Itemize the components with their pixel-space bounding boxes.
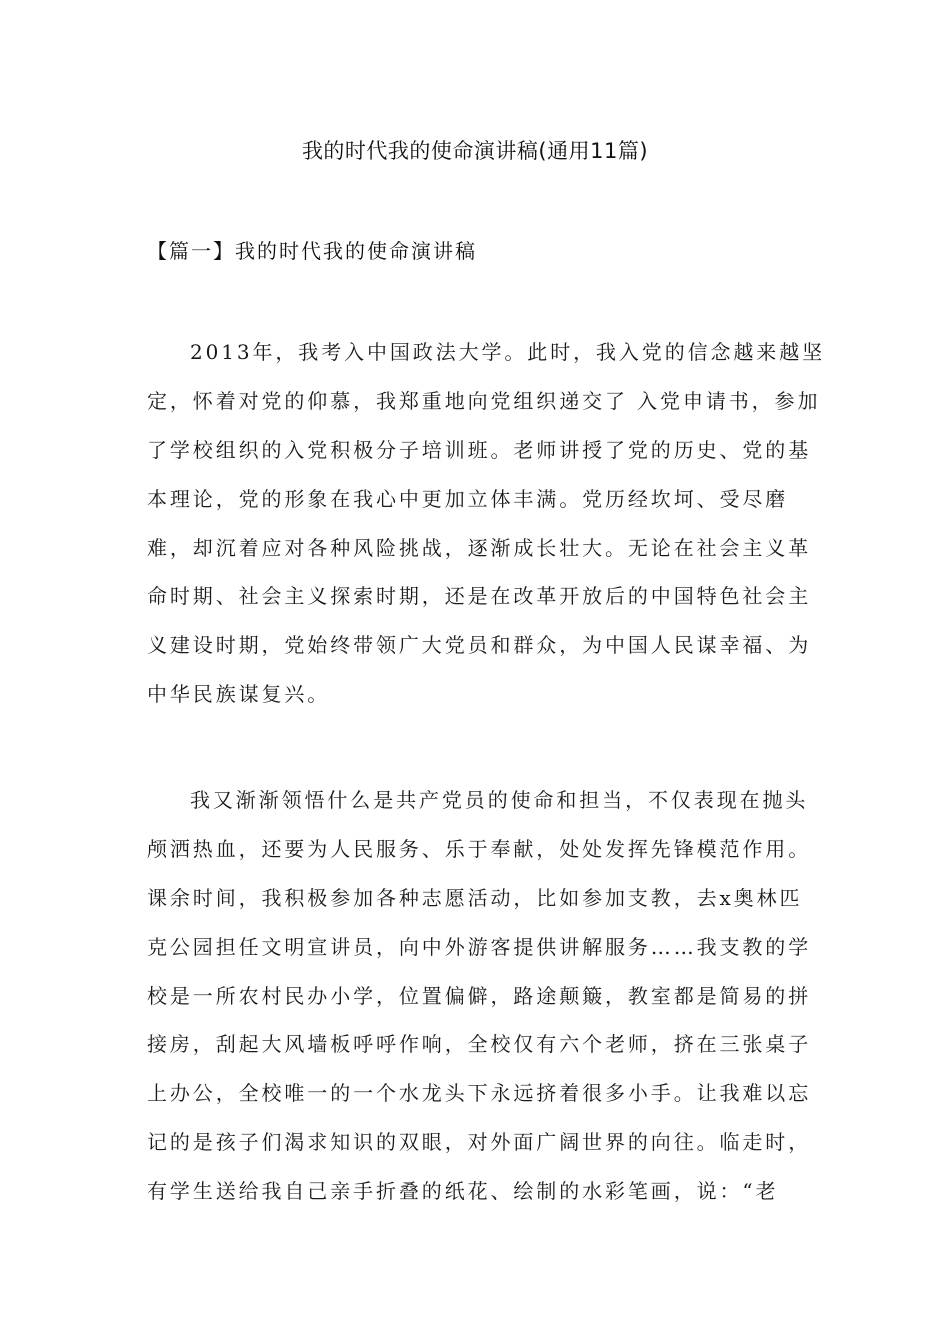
- section-heading: 【篇一】我的时代我的使命演讲稿: [147, 239, 477, 263]
- paragraph-1: [147, 337, 825, 728]
- paragraph-line: 记的是孩子们渴求知识的双眼，对外面广阔世界的向往。临走时，: [147, 1130, 812, 1155]
- paragraph-line: 克公园担任文明宣讲员，向中外游客提供讲解服务……我支教的学: [147, 934, 812, 959]
- paragraph-line: 2013年，我考入中国政法大学。此时，我入党的信念越来越坚: [190, 340, 825, 364]
- document-title: 我的时代我的使命演讲稿(通用11篇): [301, 139, 649, 163]
- paragraph-line: 颅洒热血，还要为人民服务、乐于奉献，处处发挥先锋模范作用。: [147, 836, 812, 861]
- paragraph-line: 有学生送给我自己亲手折叠的纸花、绘制的水彩笔画，说：“老: [147, 1179, 779, 1204]
- paragraph-line: 难，却沉着应对各种风险挑战，逐渐成长壮大。无论在社会主义革: [147, 535, 812, 560]
- paragraph-line: 上办公，全校唯一的一个水龙头下永远挤着很多小手。让我难以忘: [147, 1081, 812, 1106]
- paragraph-line: 了学校组织的入党积极分子培训班。老师讲授了党的历史、党的基: [147, 437, 812, 462]
- paragraph-line: 课余时间，我积极参加各种志愿活动，比如参加支教，去x奥林匹: [147, 885, 803, 910]
- paragraph-line: 本理论，党的形象在我心中更加立体丰满。党历经坎坷、受尽磨: [147, 486, 789, 511]
- paragraph-line: 接房，刮起大风墙板呼呼作响，全校仅有六个老师，挤在三张桌子: [147, 1032, 812, 1057]
- paragraph-line: 义建设时期，党始终带领广大党员和群众，为中国人民谋幸福、为: [147, 633, 812, 658]
- paragraph-line: 校是一所农村民办小学，位置偏僻，路途颠簸，教室都是简易的拼: [147, 983, 812, 1008]
- paragraph-line: 定，怀着对党的仰慕，我郑重地向党组织递交了 入党申请书，参加: [147, 388, 821, 413]
- paragraph-2: [147, 785, 812, 1225]
- paragraph-line: 命时期、社会主义探索时期，还是在改革开放后的中国特色社会主: [147, 584, 812, 609]
- paragraph-line: 我又渐渐领悟什么是共产党员的使命和担当，不仅表现在抛头: [190, 788, 809, 812]
- paragraph-line: 中华民族谋复兴。: [147, 682, 331, 707]
